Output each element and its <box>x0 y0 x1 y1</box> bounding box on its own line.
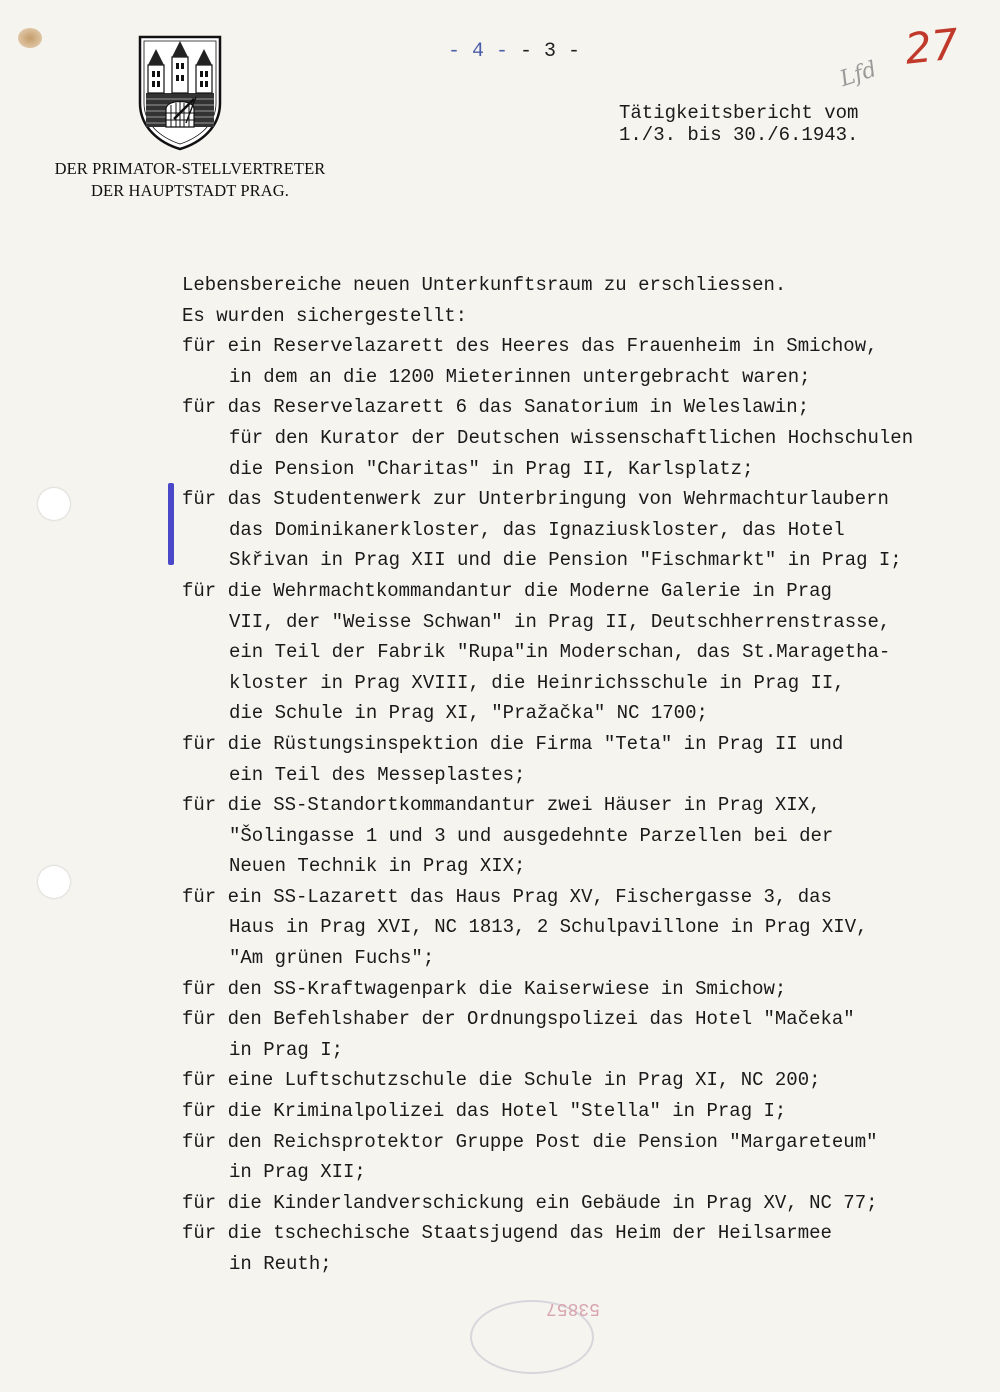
body-line: in Prag XII; <box>229 1161 366 1184</box>
page-number <box>448 40 580 63</box>
blue-margin-mark <box>168 483 174 565</box>
rust-stain <box>18 28 42 48</box>
body-line: in Prag I; <box>229 1038 344 1061</box>
body-line: "Šolingasse 1 und 3 und ausgedehnte Parzellen bei der <box>229 824 834 847</box>
stamp-number: 53857 <box>546 1298 601 1318</box>
report-title-line-1: Tätigkeitsbericht vom <box>619 102 859 124</box>
body-line: für den Kurator der Deutschen wissenschaftlichen Hochschulen <box>229 426 914 449</box>
body-line: in dem an die 1200 Mieterinnen untergebracht waren; <box>229 365 811 388</box>
body-line: ein Teil des Messeplastes; <box>229 763 526 786</box>
body-line: Neuen Technik in Prag XIX; <box>229 855 526 878</box>
body-line: für die Kinderlandverschickung ein Gebäude in Prag XV, NC 77; <box>182 1191 878 1214</box>
body-line: für das Reservelazarett 6 das Sanatorium in Weleslawin; <box>182 396 810 419</box>
body-line: die Schule in Prag XI, "Pražačka" NC 1700; <box>229 702 708 725</box>
body-line: Lebensbereiche neuen Unterkunftsraum zu erschliessen. <box>182 274 787 296</box>
body-line: kloster in Prag XVIII, die Heinrichsschule in Prag II, <box>229 671 845 694</box>
body-line: Es wurden sichergestellt: <box>182 304 468 327</box>
page-number-struck: - 4 - <box>448 40 509 63</box>
prague-coat-of-arms-icon <box>136 33 224 151</box>
punch-hole-bottom <box>38 866 70 898</box>
body-text <box>182 270 982 1280</box>
body-line: für den Befehlshaber der Ordnungspolizei das Hotel "Mačeka" <box>182 1008 855 1031</box>
report-title <box>619 102 858 146</box>
body-line: für ein Reservelazarett des Heeres das Frauenheim in Smichow, <box>182 335 878 358</box>
body-line: für ein SS-Lazarett das Haus Prag XV, Fischergasse 3, das <box>182 885 832 908</box>
body-line: für die Kriminalpolizei das Hotel "Stella" in Prag I; <box>182 1100 787 1123</box>
body-line: für die tschechische Staatsjugend das Heim der Heilsarmee <box>182 1222 832 1245</box>
body-line: das Dominikanerkloster, das Ignaziuskloster, das Hotel <box>229 518 845 541</box>
body-line: für die SS-Standortkommandantur zwei Häuser in Prag XIX, <box>182 794 821 817</box>
office-line-2: DER HAUPTSTADT PRAG. <box>91 181 289 200</box>
pencil-mark: Lfd <box>837 56 880 93</box>
page-number-current: - 3 - <box>520 40 581 63</box>
body-line: VII, der "Weisse Schwan" in Prag II, Deutschherrenstrasse, <box>229 610 891 633</box>
body-line: für die Rüstungsinspektion die Firma "Teta" in Prag II und <box>182 732 844 755</box>
report-title-line-2: 1./3. bis 30./6.1943. <box>619 124 859 146</box>
body-line: für die Wehrmachtkommandantur die Moderne Galerie in Prag <box>182 579 832 602</box>
body-line: für das Studentenwerk zur Unterbringung von Wehrmachturlaubern <box>182 488 889 511</box>
office-line-1: DER PRIMATOR-STELLVERTRETER <box>54 159 326 178</box>
body-line: ein Teil der Fabrik "Rupa"in Moderschan, das St.Maragetha- <box>229 641 891 664</box>
body-line: Haus in Prag XVI, NC 1813, 2 Schulpavillone in Prag XIV, <box>229 916 868 939</box>
issuing-office <box>40 158 340 202</box>
punch-hole-top <box>38 488 70 520</box>
body-line: "Am grünen Fuchs"; <box>229 947 435 970</box>
body-line: Skřivan in Prag XII und die Pension "Fischmarkt" in Prag I; <box>229 549 902 572</box>
body-line: für den Reichsprotektor Gruppe Post die Pension "Margareteum" <box>182 1130 878 1153</box>
handwritten-folio-number: 27 <box>902 19 961 74</box>
body-line: für eine Luftschutzschule die Schule in Prag XI, NC 200; <box>182 1069 821 1092</box>
body-line: für den SS-Kraftwagenpark die Kaiserwiese in Smichow; <box>182 977 787 1000</box>
body-line: in Reuth; <box>229 1253 332 1275</box>
body-line: die Pension "Charitas" in Prag II, Karlsplatz; <box>229 457 754 480</box>
